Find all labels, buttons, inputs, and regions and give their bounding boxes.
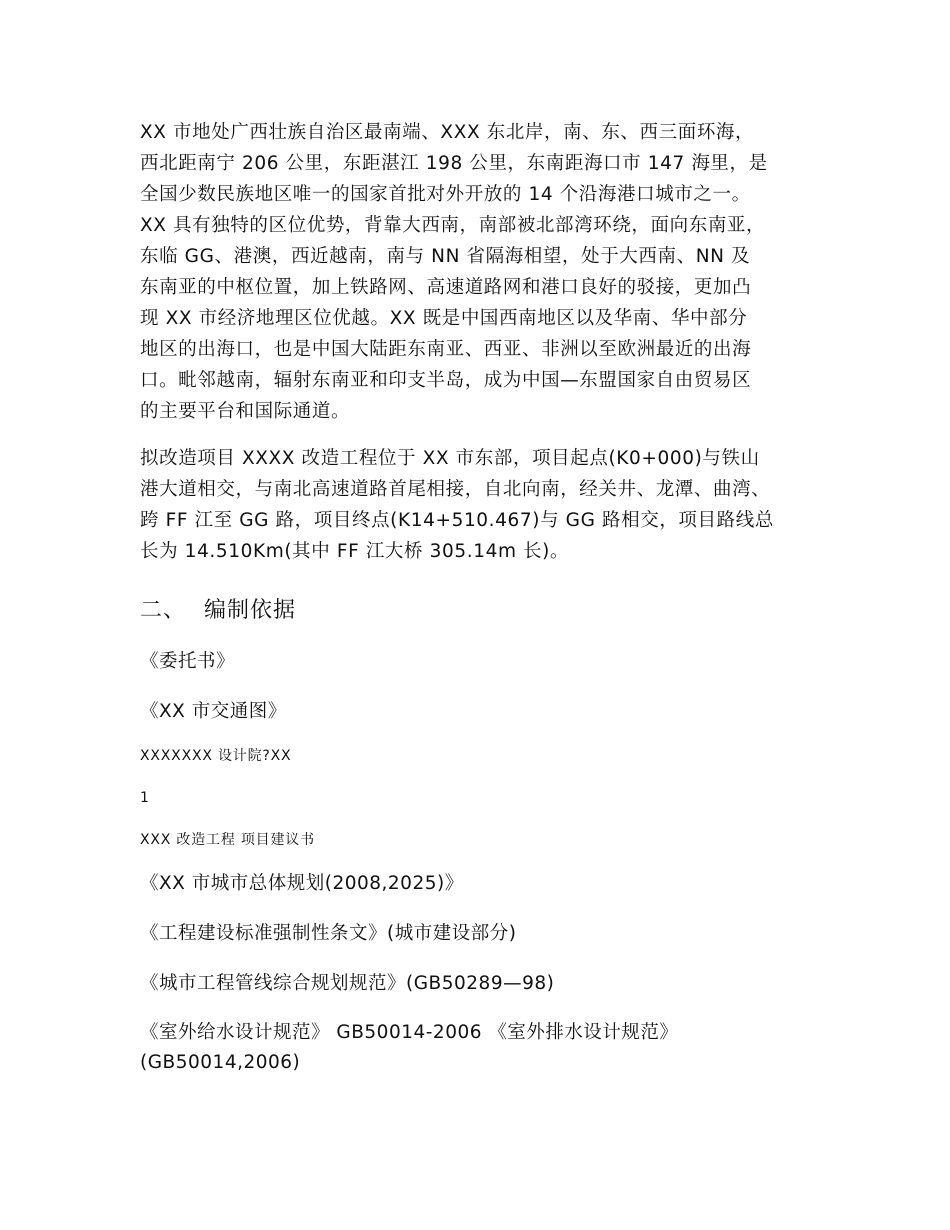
text-line: 跨 FF 江至 GG 路，项目终点(K14+510.467)与 GG 路相交，项目路线总 (140, 510, 774, 531)
text-line: 东临 GG、港澳，西近越南，南与 NN 省隔海相望，处于大西南、NN 及 (140, 246, 751, 267)
text-line: 东南亚的中枢位置，加上铁路网、高速道路网和港口良好的驳接，更加凸 (140, 277, 752, 298)
text-line: (GB50014,2006) (140, 1052, 301, 1073)
text-line: 《室外给水设计规范》 GB50014-2006 《室外排水设计规范》 (140, 1022, 679, 1043)
document-page (140, 110, 830, 1078)
paragraph-project (140, 443, 830, 567)
page-header-title: XXX 改造工程 项目建议书 (140, 832, 315, 848)
reference-item: 《委托书》 (140, 651, 236, 672)
page-footer-org: XXXXXXX 设计院?XX (140, 748, 292, 764)
section-title: 编制依据 (204, 598, 297, 623)
section-number: 二、 (140, 598, 187, 623)
text-line: 口。毗邻越南，辐射东南亚和印支半岛，成为中国—东盟国家自由贸易区 (140, 370, 752, 391)
text-line: XX 市地处广西壮族自治区最南端、XXX 东北岸，南、东、西三面环海， (140, 122, 755, 143)
reference-item (140, 1018, 830, 1078)
reference-item: 《XX 市城市总体规划(2008,2025)》 (140, 873, 464, 894)
reference-item: 《工程建设标准强制性条文》(城市建设部分) (140, 923, 517, 944)
text-line: 拟改造项目 XXXX 改造工程位于 XX 市东部，项目起点(K0+000)与铁山 (140, 448, 760, 469)
reference-item: 《城市工程管线综合规划规范》(GB50289—98) (140, 973, 555, 994)
text-line: XX 具有独特的区位优势，背靠大西南，南部被北部湾环绕，面向东南亚， (140, 215, 766, 236)
text-line: 地区的出海口，也是中国大陆距东南亚、西亚、非洲以至欧洲最近的出海 (140, 339, 752, 360)
text-line: 长为 14.510Km(其中 FF 江大桥 305.14m 长)。 (140, 541, 570, 562)
paragraph-location (140, 117, 830, 427)
page-number: 1 (140, 790, 150, 806)
text-line: 现 XX 市经济地理区位优越。XX 既是中国西南地区以及华南、华中部分 (140, 308, 748, 329)
text-line: 的主要平台和国际通道。 (140, 401, 351, 422)
text-line: 全国少数民族地区唯一的国家首批对外开放的 14 个沿海港口城市之一。 (140, 184, 751, 205)
text-line: 港大道相交，与南北高速道路首尾相接，自北向南，经关井、龙潭、曲湾、 (140, 479, 771, 500)
reference-item: 《XX 市交通图》 (140, 701, 287, 722)
section-heading (140, 596, 830, 626)
text-line: 西北距南宁 206 公里，东距湛江 198 公里，东南距海口市 147 海里，是 (140, 153, 768, 174)
